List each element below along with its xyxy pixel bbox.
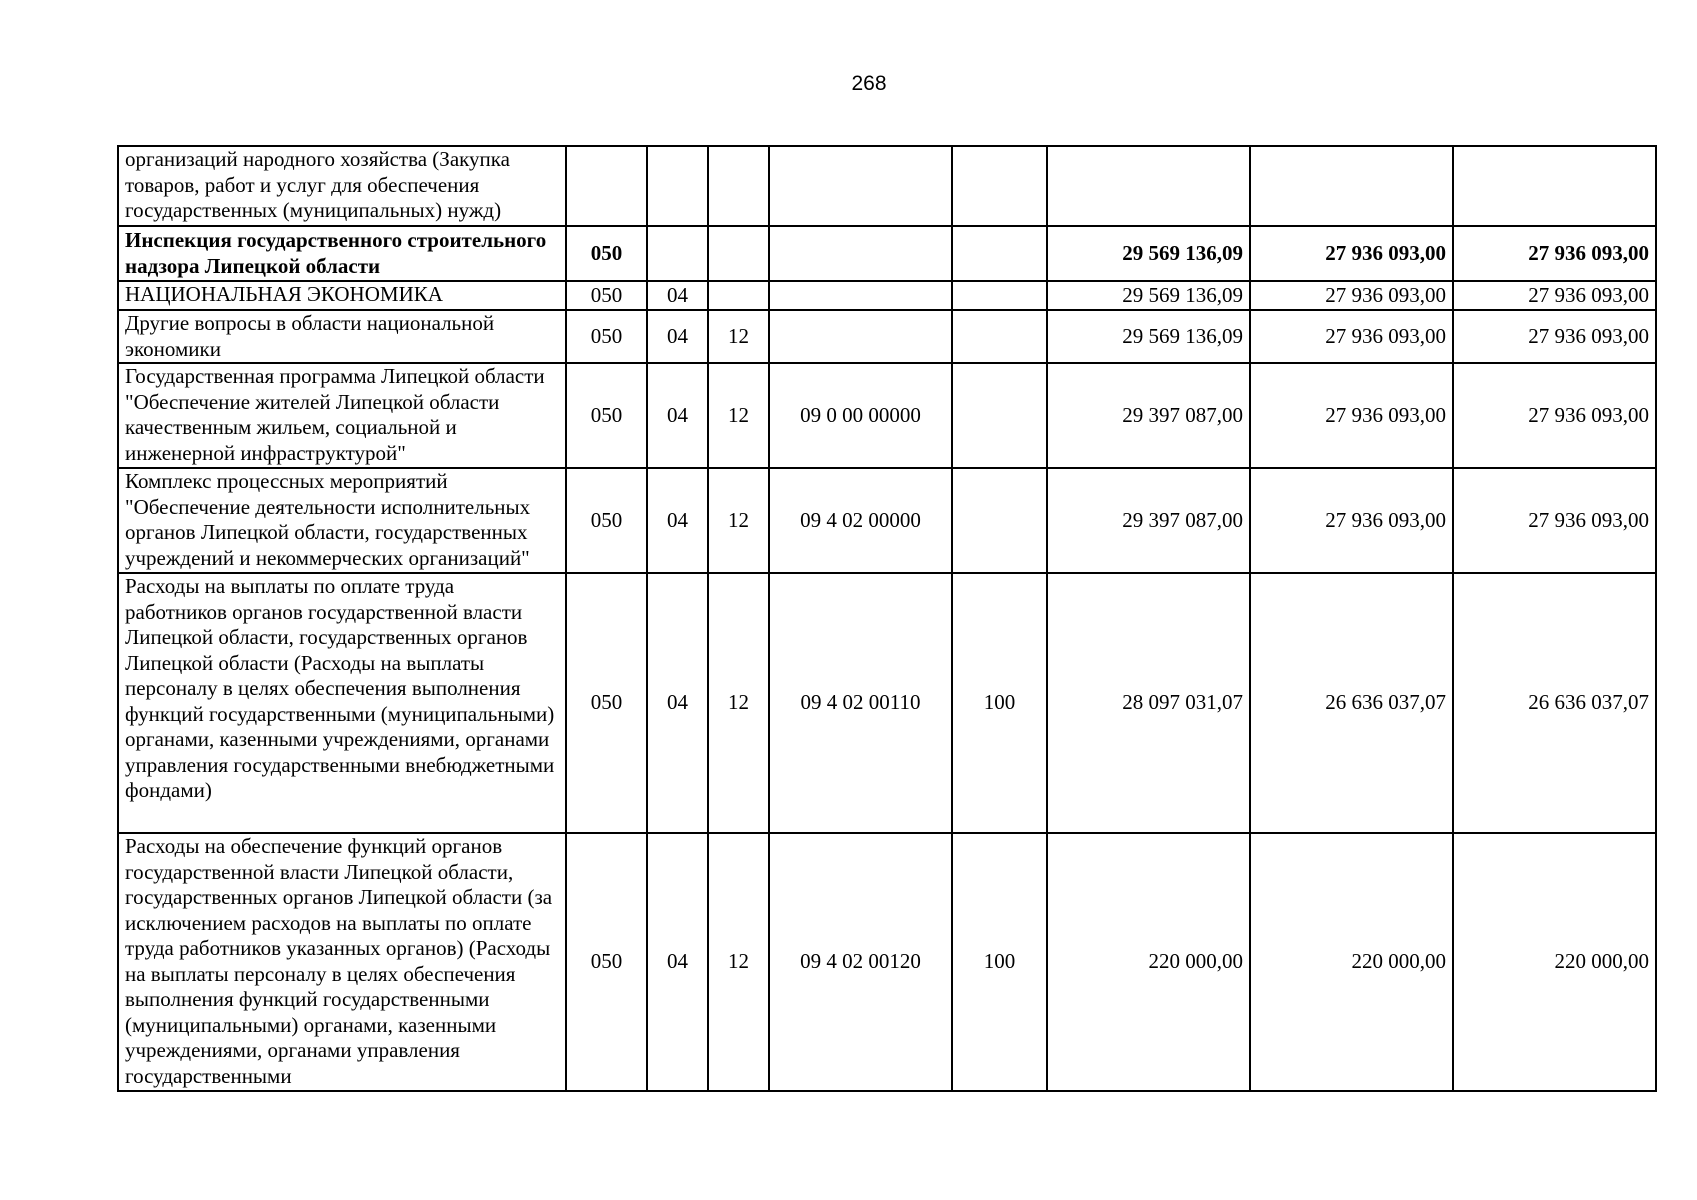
- row-name: Другие вопросы в области национальной экономики: [118, 310, 566, 363]
- amount-year-1: [1047, 146, 1250, 226]
- section-code: 04: [647, 468, 708, 573]
- ministry-code: 050: [566, 226, 647, 281]
- row-name: Комплекс процессных мероприятий "Обеспечение деятельности исполнительных органов Липецкой области, государственных учреждений и некоммерческих организаций": [118, 468, 566, 573]
- target-code: 09 4 02 00120: [769, 833, 952, 1091]
- amount-year-3: [1453, 146, 1656, 226]
- amount-year-1: 29 569 136,09: [1047, 226, 1250, 281]
- expense-type-code: [952, 281, 1047, 310]
- target-code: 09 4 02 00110: [769, 573, 952, 833]
- amount-year-3: 26 636 037,07: [1453, 573, 1656, 833]
- amount-year-1: 29 397 087,00: [1047, 468, 1250, 573]
- ministry-code: [566, 146, 647, 226]
- ministry-code: 050: [566, 573, 647, 833]
- amount-year-3: 27 936 093,00: [1453, 363, 1656, 468]
- amount-year-3: 27 936 093,00: [1453, 226, 1656, 281]
- section-code: 04: [647, 833, 708, 1091]
- subsection-code: 12: [708, 468, 769, 573]
- row-name: Расходы на выплаты по оплате труда работников органов государственной власти Липецкой области, государственных органов Липецкой области (Расходы на выплаты персоналу в целях обеспечения выполнения функций государственными (муниципальными) органами, казенными учреждениями, органами управления государственными внебюджетными фондами): [118, 573, 566, 833]
- amount-year-1: 29 397 087,00: [1047, 363, 1250, 468]
- amount-year-1: 29 569 136,09: [1047, 310, 1250, 363]
- amount-year-2: 26 636 037,07: [1250, 573, 1453, 833]
- row-name: Инспекция государственного строительного надзора Липецкой области: [118, 226, 566, 281]
- table-row: [118, 310, 1656, 363]
- expense-type-code: [952, 310, 1047, 363]
- amount-year-2: 27 936 093,00: [1250, 281, 1453, 310]
- amount-year-1: 220 000,00: [1047, 833, 1250, 1091]
- amount-year-2: 220 000,00: [1250, 833, 1453, 1091]
- expense-type-code: [952, 468, 1047, 573]
- amount-year-2: [1250, 146, 1453, 226]
- amount-year-3: 27 936 093,00: [1453, 468, 1656, 573]
- amount-year-1: 29 569 136,09: [1047, 281, 1250, 310]
- ministry-code: 050: [566, 833, 647, 1091]
- row-name: организаций народного хозяйства (Закупка товаров, работ и услуг для обеспечения государственных (муниципальных) нужд): [118, 146, 566, 226]
- target-code: [769, 226, 952, 281]
- target-code: [769, 146, 952, 226]
- ministry-code: 050: [566, 468, 647, 573]
- page-number: 268: [851, 72, 887, 95]
- amount-year-2: 27 936 093,00: [1250, 363, 1453, 468]
- table-row: [118, 573, 1656, 833]
- row-name: НАЦИОНАЛЬНАЯ ЭКОНОМИКА: [118, 281, 566, 310]
- row-name: Расходы на обеспечение функций органов государственной власти Липецкой области, государственных органов Липецкой области (за исключением расходов на выплаты по оплате труда работников указанных органов) (Расходы на выплаты персоналу в целях обеспечения выполнения функций государственными (муниципальными) органами, казенными учреждениями, органами управления государственными: [118, 833, 566, 1091]
- amount-year-2: 27 936 093,00: [1250, 468, 1453, 573]
- target-code: [769, 281, 952, 310]
- target-code: [769, 310, 952, 363]
- amount-year-3: 27 936 093,00: [1453, 281, 1656, 310]
- expense-type-code: [952, 146, 1047, 226]
- table-row: [118, 226, 1656, 281]
- amount-year-2: 27 936 093,00: [1250, 226, 1453, 281]
- subsection-code: [708, 281, 769, 310]
- amount-year-3: 220 000,00: [1453, 833, 1656, 1091]
- amount-year-1: 28 097 031,07: [1047, 573, 1250, 833]
- row-name: Государственная программа Липецкой области "Обеспечение жителей Липецкой области качественным жильем, социальной и инженерной инфраструктурой": [118, 363, 566, 468]
- section-code: 04: [647, 310, 708, 363]
- subsection-code: [708, 146, 769, 226]
- table-row: [118, 281, 1656, 310]
- table-row: [118, 146, 1656, 226]
- expense-type-code: [952, 363, 1047, 468]
- expense-type-code: [952, 226, 1047, 281]
- subsection-code: 12: [708, 310, 769, 363]
- amount-year-2: 27 936 093,00: [1250, 310, 1453, 363]
- table-row: [118, 468, 1656, 573]
- table-row: [118, 833, 1656, 1091]
- subsection-code: 12: [708, 833, 769, 1091]
- section-code: 04: [647, 363, 708, 468]
- ministry-code: 050: [566, 363, 647, 468]
- expense-type-code: 100: [952, 833, 1047, 1091]
- subsection-code: 12: [708, 363, 769, 468]
- section-code: [647, 226, 708, 281]
- target-code: 09 4 02 00000: [769, 468, 952, 573]
- ministry-code: 050: [566, 310, 647, 363]
- subsection-code: [708, 226, 769, 281]
- ministry-code: 050: [566, 281, 647, 310]
- section-code: 04: [647, 573, 708, 833]
- subsection-code: 12: [708, 573, 769, 833]
- amount-year-3: 27 936 093,00: [1453, 310, 1656, 363]
- section-code: [647, 146, 708, 226]
- target-code: 09 0 00 00000: [769, 363, 952, 468]
- section-code: 04: [647, 281, 708, 310]
- table-row: [118, 363, 1656, 468]
- expense-type-code: 100: [952, 573, 1047, 833]
- budget-table: [117, 145, 1657, 1092]
